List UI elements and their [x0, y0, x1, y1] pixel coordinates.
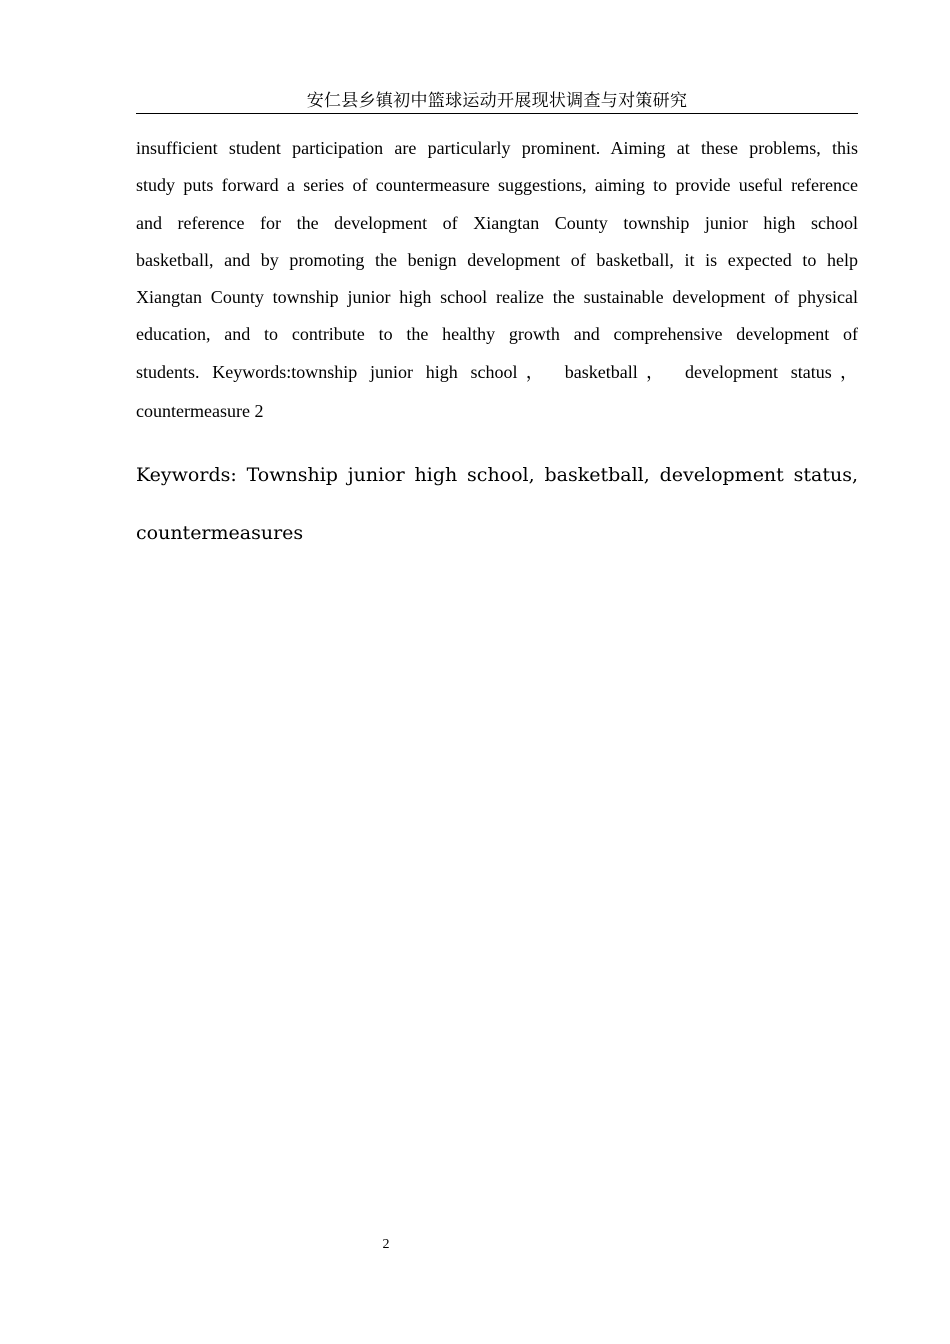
abstract-line: Xiangtan County township junior high school realize the sustainable development of physical [136, 287, 858, 308]
abstract-last-line: countermeasure 2 [136, 401, 264, 421]
keywords-line: Keywords: Township junior high school, basketball, development status, [136, 464, 858, 486]
keywords-line-continued: countermeasures [136, 522, 304, 544]
page-number: 2 [382, 1237, 390, 1252]
abstract-line: education, and to contribute to the healthy growth and comprehensive development of [136, 324, 858, 345]
abstract-line: basketball, and by promoting the benign development of basketball, it is expected to help [136, 249, 858, 270]
abstract-line: and reference for the development of Xiangtan County township junior high school [136, 212, 858, 233]
abstract-paragraph [136, 130, 858, 391]
abstract-line: students. Keywords:township junior high school， basketball， development status， [136, 361, 858, 382]
abstract-line: study puts forward a series of countermeasure suggestions, aiming to provide useful reference [136, 175, 858, 196]
running-header: 安仁县乡镇初中篮球运动开展现状调查与对策研究 [136, 90, 858, 114]
abstract-line: insufficient student participation are particularly prominent. Aiming at these problems, this [136, 138, 858, 158]
